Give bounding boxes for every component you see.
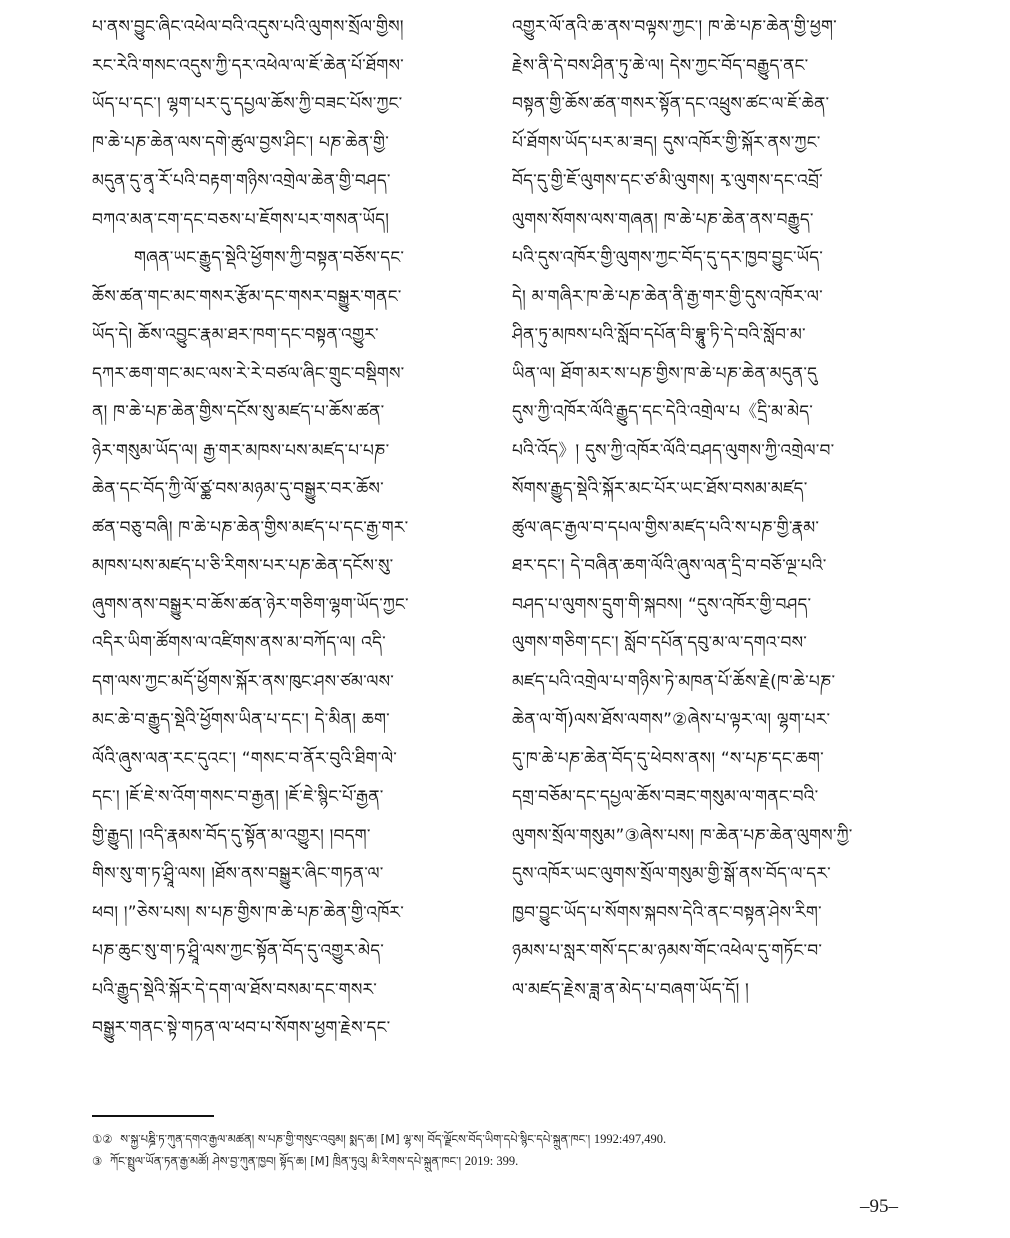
text-line: མཛད་པའི་འགྲེལ་པ་གཉིས་ཏེ་མཁན་པོ་ཆོས་རྗེ(ཁ་ཆེ་པཎ་ [512,671,836,692]
footnote-1 [92,1128,912,1150]
text-line: དེ། མ་གཞིར་ཁ་ཆེ་པཎ་ཆེན་ནི་རྒྱ་གར་གྱི་དུས་འཁོར་ལ་ [512,286,823,307]
text-line: དང་། །ཇོ་ཇེ་ས་འོག་གསང་བ་རྒྱན། །ཇོ་ཇེ་སྙིང་པོ་རྒྱན་ [92,787,384,807]
text-line: ཆོས་ཚན་གང་མང་གསར་རྩོམ་དང་གསར་བསྒྱུར་གནང་ [92,286,402,307]
text-line: བསྒྱུར་གནང་སྟེ་གཏན་ལ་ཕབ་པ་སོགས་ཕྱག་རྗེས་དང་ [92,1018,391,1038]
text-line: ལུགས་སྲོལ་གསུམ”③ཞེས་པས། ཁ་ཆེན་པཎ་ཆེན་ལུགས་ཀྱི་ [512,825,853,846]
text-line: ཤིན་ཏུ་མཁས་པའི་སློབ་དཔོན་བི་བྷཱུ་ཏི་དེ་བའི་སློབ་མ་ [512,325,806,345]
footnotes [92,1128,912,1172]
text-line: མཁས་པས་མཛད་པ་ཅི་རིགས་པར་པཎ་ཆེན་དངོས་སུ་ [92,556,394,576]
text-line: པའི་རྒྱུད་སྡེའི་སྐོར་དེ་དག་ལ་ཐོས་བསམ་དང་གསར་ [92,979,378,1000]
text-line: དཀར་ཆག་གང་མང་ལས་རེ་རེ་བཙལ་ཞིང་གྲུང་བསྡིགས་ [92,363,405,384]
text-line: པའི་འོད》། དུས་ཀྱི་འཁོར་ལོའི་བཤད་ལུགས་ཀྱི་འགྲེལ་བ་ [512,440,835,461]
text-line: སོགས་རྒྱུད་སྡེའི་སྐོར་མང་པོར་ཡང་ཐོས་བསམ་མཛད་ [512,479,808,499]
text-line: ན། ཁ་ཆེ་པཎ་ཆེན་གྱིས་དངོས་སུ་མཛད་པ་ཆོས་ཚན་ [92,402,385,422]
text-line: ཕབ། །”ཅེས་པས། ས་པཎ་གྱིས་ཁ་ཆེ་པཎ་ཆེན་གྱི་འཁོར་ [92,902,404,923]
text-line: བོད་དུ་གྱི་ཇོ་ལུགས་དང་ཙ་མི་ལུགས། རྭ་ལུགས་དང་འབྲོ་ [512,171,823,191]
page-number: –95– [860,1196,898,1217]
text-line: ཡོད་པ་དང་། ལྷག་པར་དུ་དཔྱལ་ཆོས་ཀྱི་བཟང་པོས་ཀྱང་ [92,94,403,114]
text-line: གིས་སུ་ག་ཏ་ཤྲཱི་ལས། །ཐོས་ནས་བསྒྱུར་ཞིང་གཏན་ལ་ [92,864,384,884]
footnote-2 [92,1150,912,1172]
footnote-divider [92,1115,214,1117]
text-line: མང་ཆེ་བ་རྒྱུད་སྡེའི་ཕྱོགས་ཡིན་པ་དང་། དེ་མིན། ཆག་ [92,710,390,730]
footnote-citation: 2019: 399. [464,1154,519,1168]
text-line: གྱི་རྒྱུད། །འདི་རྣམས་བོད་དུ་སྟོན་མ་འགྱུར། །བདག་ [92,825,371,846]
text-line: རང་རེའི་གསང་འདུས་ཀྱི་དར་འཕེལ་ལ་ཇོ་ཆེན་པོ་ཐོགས་ [92,55,404,76]
text-line: དུས་འཁོར་ཡང་ལུགས་སྲོལ་གསུམ་གྱི་སྒོ་ནས་བོད་ལ་དར་ [512,864,831,884]
text-line: ལུགས་སོགས་ལས་གཞན། ཁ་ཆེ་པཎ་ཆེན་ནས་བརྒྱུད་ [512,209,814,230]
text-line: ཆེན་དང་བོད་ཀྱི་ལོ་ཙྪ་བས་མཉམ་དུ་བསྒྱུར་བར་ཆོས་ [92,479,384,499]
text-line: མདུན་དུ་ནྭ་རོ་པའི་བརྟག་གཉིས་འགྲེལ་ཆེན་གྱི་བཤད་ [92,171,391,191]
text-line: པོ་ཐོགས་ཡོད་པར་མ་ཟད། དུས་འཁོར་གྱི་སྐོར་ནས་ཀྱང་ [512,132,821,153]
text-line: པཎ་ཆུང་སུ་ག་ཏ་ཤྲཱི་ལས་ཀྱང་སྟོན་བོད་དུ་འགྱུར་མེད་ [92,941,385,961]
text-line: དག་ལས་ཀྱང་མདོ་ཕྱོགས་སྐོར་ནས་ཁུང་ཤས་ཙམ་ལས་ [92,671,395,692]
text-line: ཉེར་གསུམ་ཡོད་ལ། རྒྱ་གར་མཁས་པས་མཛད་པ་པཎ་ [92,440,390,461]
text-line: དགྲ་བཅོམ་དང་དཔྱལ་ཆོས་བཟང་གསུམ་ལ་གནང་བའི་ [512,787,819,807]
text-line: རྗེས་ནི་དེ་བས་ཤིན་ཏུ་ཆེ་ལ། དེས་ཀྱང་བོད་བརྒྱུད་ནང་ [512,55,809,76]
text-line: ཡིན་ལ། ཐོག་མར་ས་པཎ་གྱིས་ཁ་ཆེ་པཎ་ཆེན་མདུན་དུ [512,363,818,384]
footnote-citation: 1992:497,490. [593,1132,667,1146]
text-line: ཞུགས་ནས་བསྒྱུར་བ་ཆོས་ཚན་ཉེར་གཅིག་ལྷག་ཡོད་ཀྱང་ [92,594,409,615]
text-line: ཁྱབ་བྱུང་ཡོད་པ་སོགས་སྐབས་དེའི་ནང་བསྟན་ཤེས་རིག་ [512,902,822,923]
text-line: པའི་དུས་འཁོར་གྱི་ལུགས་ཀྱང་བོད་དུ་དར་ཁྱབ་བྱུང་ཡོད་ [512,248,824,268]
text-line: ཚན་བཅུ་བཞི། ཁ་ཆེ་པཎ་ཆེན་གྱིས་མཛད་པ་དང་རྒྱ་གར་ [92,517,409,538]
footnote-text: ཀོང་སྤྲུལ་ཡོན་ཏན་རྒྱ་མཚོ། ཤེས་བྱ་ཀུན་ཁྱབ། སྟོད་ཆ། [M] ཁྲིན་ཏུའུ། མི་རིགས་དཔེ་སྐྲུན་ཁང་། [109,1154,465,1168]
text-line: པ་ནས་བྱུང་ཞིང་འཕེལ་བའི་འདུས་པའི་ལུགས་སྲོལ་གྱིས། [92,17,404,37]
footnote-marker: ③ [92,1154,103,1168]
right-column [512,8,912,1009]
footnote-marker: ①② [92,1132,113,1146]
text-line: ཉམས་པ་སླར་གསོ་དང་མ་ཉམས་གོང་འཕེལ་དུ་གཏོང་བ་ [512,941,823,961]
text-line: དུས་ཀྱི་འཁོར་ལོའི་རྒྱུད་དང་དེའི་འགྲེལ་པ《དྲི་མ་མེད་ [512,402,814,422]
text-line: ལུགས་གཅིག་དང་། སློབ་དཔོན་དབུ་མ་ལ་དགའ་བས་ [512,633,808,653]
text-line: དུ་ཁ་ཆེ་པཎ་ཆེན་བོད་དུ་ཕེབས་ནས། “ས་པཎ་དང་ཆག་ [512,748,824,769]
text-line: ཚུལ་ཞང་རྒྱལ་བ་དཔལ་གྱིས་མཛད་པའི་ས་པཎ་གྱི་རྣམ་ [512,517,820,538]
text-line: བཀའ་མན་ངག་དང་བཅས་པ་ཇོགས་པར་གསན་ཡོད། [92,209,390,230]
text-line: ཁ་ཆེ་པཎ་ཆེན་ལས་དགེ་ཚུལ་བྱས་ཤིང་། པཎ་ཆེན་གྱི་ [92,132,389,153]
text-line: ལ་མཛད་རྗེས་ཟླ་ན་མེད་པ་བཞག་ཡོད་དོ། ། [512,979,749,1000]
footnote-text: ས་སྐྱ་པཎྜི་ཏ་ཀུན་དགའ་རྒྱལ་མཚན། ས་པཎ་གྱི་གསུང་འབུམ། སྨད་ཆ། [M] ལྷ་ས། བོད་ལྗོངས་བོད་ཡིག་དཔེ་སྙིང་དཔེ་སྐྲུན་ཁང་། [120,1132,594,1146]
text-line: ལོའི་ཞུས་ལན་རང་དུའང་། “གསང་བ་ནོར་བུའི་ཐིག་ལེ་ [92,748,398,769]
text-line: ཆེན་ལ་གོ)ལས་ཐོས་ལགས”②ཞེས་པ་ལྟར་ལ། ལྷག་པར་ [512,710,831,730]
text-line: བཤད་པ་ལུགས་དྲུག་གི་སྐབས། “དུས་འཁོར་གྱི་བཤད་ [512,594,812,615]
left-column [92,8,492,1048]
text-line: གཞན་ཡང་རྒྱུད་སྡེའི་ཕྱོགས་ཀྱི་བསྟན་བཅོས་དང་ [134,248,405,268]
text-line: ཐར་དང་། དེ་བཞིན་ཆག་ལོའི་ཞུས་ལན་དྲི་བ་བཅོ་ལྔ་པའི་ [512,556,827,576]
text-line: བསྟན་གྱི་ཆོས་ཚན་གསར་སྟོན་དང་འཕྲུས་ཚང་ལ་ཇོ་ཆེན་ [512,94,830,114]
text-line: འགྱུར་ལོ་ནའི་ཆ་ནས་བལྟས་ཀྱང་། ཁ་ཆེ་པཎ་ཆེན་གྱི་ཕྱག་ [512,17,837,37]
text-line: འདིར་ཡིག་ཚོགས་ལ་འཛིགས་ནས་མ་བཀོད་ལ། འདི་ [92,633,386,653]
text-line: ཡོད་དེ། ཆོས་འབྱུང་རྣམ་ཐར་ཁག་དང་བསྟན་འགྱུར་ [92,325,379,345]
